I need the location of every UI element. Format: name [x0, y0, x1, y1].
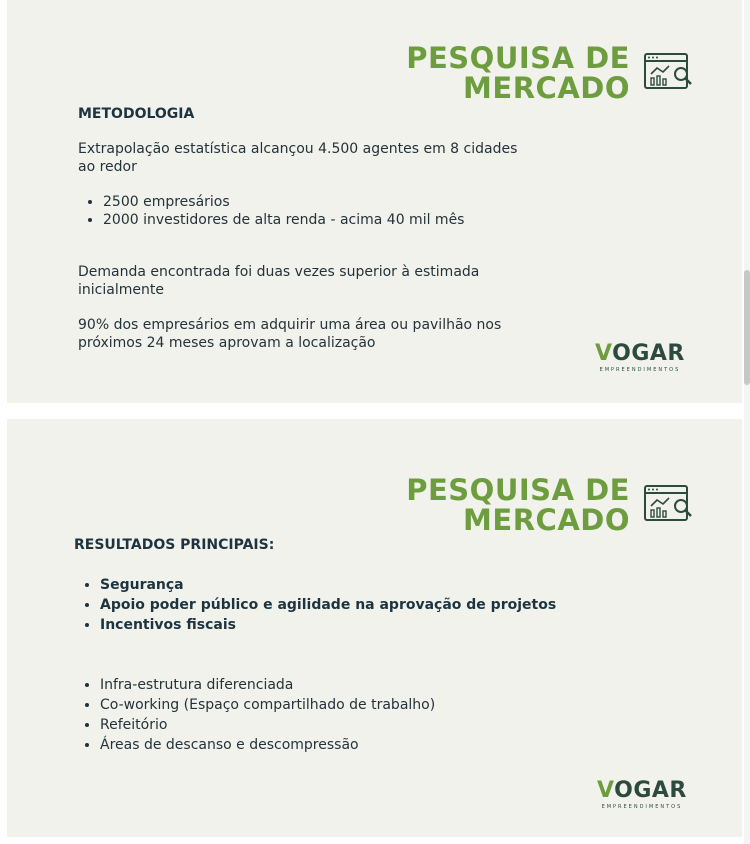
vogar-logo: VOGAR EMPREENDIMENTOS	[597, 778, 687, 810]
list-item: • Áreas de descanso e descompressão	[100, 735, 435, 755]
scrollbar-thumb[interactable]	[744, 270, 750, 385]
title-line-1: PESQUISA DE	[406, 473, 630, 507]
analytics-browser-icon	[643, 484, 695, 524]
list-item: • Infra-estrutura diferenciada	[100, 675, 435, 695]
list-item: • Segurança	[100, 575, 556, 595]
slide-resultados	[7, 419, 742, 837]
title-line-2: MERCADO	[463, 71, 630, 105]
analytics-browser-icon	[643, 52, 695, 92]
paragraph-empresarios: 90% dos empresários em adquirir uma área ou pavilhão nos próximos 24 meses aprovam a localização	[78, 317, 502, 351]
methodology-bullet-list	[83, 193, 464, 229]
vogar-logo: VOGAR EMPREENDIMENTOS	[595, 341, 685, 373]
list-item: • 2000 investidores de alta renda - acima 40 mil mês	[103, 211, 464, 229]
list-item: • 2500 empresários	[103, 193, 464, 211]
scrollbar-track[interactable]	[744, 0, 750, 844]
paragraph-extrapolacao: Extrapolação estatística alcançou 4.500 agentes em 8 cidades ao redor	[78, 141, 518, 175]
paragraph-demanda: Demanda encontrada foi duas vezes superior à estimada inicialmente	[78, 264, 480, 298]
slide-title	[406, 43, 630, 103]
list-item: • Refeitório	[100, 715, 435, 735]
list-item: • Incentivos fiscais	[100, 615, 556, 635]
section-heading: METODOLOGIA	[78, 106, 195, 122]
title-line-2: MERCADO	[463, 503, 630, 537]
section-heading: RESULTADOS PRINCIPAIS:	[74, 537, 275, 553]
secondary-results-bullet-list	[80, 675, 435, 755]
list-item: • Apoio poder público e agilidade na aprovação de projetos	[100, 595, 556, 615]
main-results-bullet-list	[80, 575, 556, 635]
slide-title	[406, 475, 630, 535]
title-line-1: PESQUISA DE	[406, 41, 630, 75]
slide-metodologia	[7, 0, 742, 403]
list-item: • Co-working (Espaço compartilhado de trabalho)	[100, 695, 435, 715]
